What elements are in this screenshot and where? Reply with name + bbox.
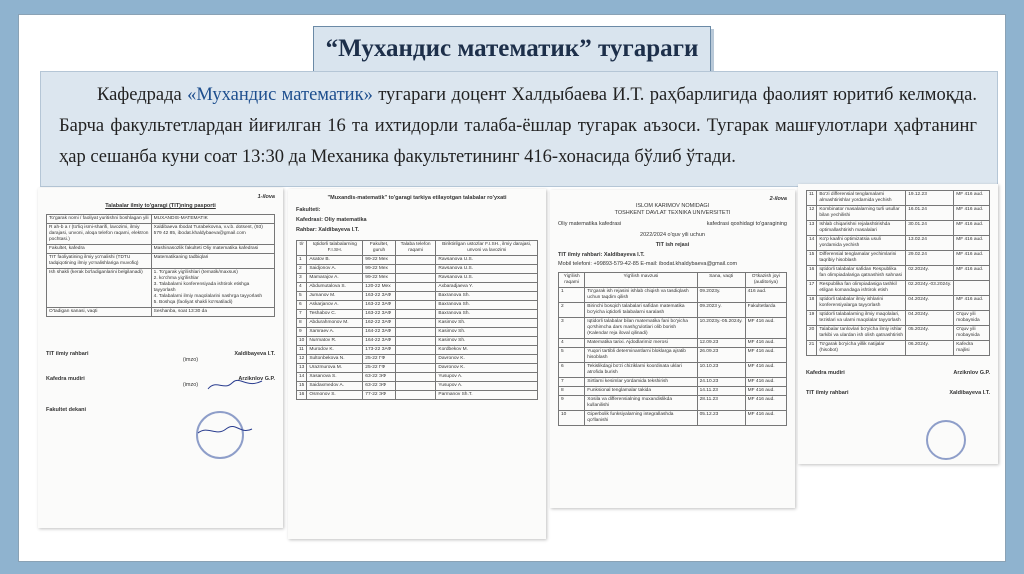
doc2-cell: Saidjonov A. <box>307 265 363 274</box>
doc3-cell: 09.2023 y. <box>697 303 745 318</box>
paragraph-pre: Кафедрада <box>97 85 188 105</box>
doc2-cell: 162-22 ЗАФ <box>363 319 396 328</box>
doc2-row <box>297 364 538 373</box>
doc3-header-1: ISLOM KARIMOV NOMIDAGI <box>635 203 710 209</box>
doc2-header-0: t/r <box>297 241 307 256</box>
doc4-cell: 11 <box>807 191 817 206</box>
doc2-row <box>297 373 538 382</box>
doc2-cell: Kasimov Sh. <box>436 337 538 346</box>
doc3-header-3: O'tkazish joyi (auditoriya) <box>745 273 786 288</box>
doc2-row <box>297 337 538 346</box>
doc2-cell: 6 <box>297 301 307 310</box>
doc4-row <box>807 281 990 296</box>
doc2-cell: 164-22 ЗАФ <box>363 337 396 346</box>
doc3-cell: 416 aud. <box>745 288 786 303</box>
doc2-cell: Jumanov M. <box>307 292 363 301</box>
doc3-cell: MF 416 aud. <box>745 396 786 411</box>
doc3-cell: 10.2023y.-05.2024y. <box>697 318 745 339</box>
doc4-sig2-name: Xaldibayeva I.T. <box>949 390 990 396</box>
doc3-cell: 14.11.23 <box>697 387 745 396</box>
doc2-cell: 120-22 Mex <box>363 283 396 292</box>
doc3-table <box>558 272 787 426</box>
doc3-cell: Tekislikdagi bo'zi chiziklarni koordinata uklari atrofida burish <box>585 363 697 378</box>
doc2-cell: 25-22 ГФ <box>363 355 396 364</box>
doc4-cell: MF 416 aud. <box>954 251 990 266</box>
doc2-cell: 99-22 Mex <box>363 274 396 283</box>
doc3-cell: 7 <box>559 378 585 387</box>
doc2-cell: 164-22 ЗАФ <box>363 328 396 337</box>
doc4-cell: MF 416 aud. <box>954 296 990 311</box>
doc4-cell: Iqtidorli talabalar ilmiy ishlarini konferensiyalarga tayyorlash <box>817 296 906 311</box>
doc2-cell: Abdumutalova S. <box>307 283 363 292</box>
doc2-row <box>297 292 538 301</box>
doc2-row <box>297 346 538 355</box>
doc4-cell: 13 <box>807 221 817 236</box>
doc2-cell <box>395 319 436 328</box>
doc2-row <box>297 265 538 274</box>
doc3-row <box>559 303 787 318</box>
doc2-cell: 11 <box>297 346 307 355</box>
doc3-contact: Mobil telefoni: +99893-579-42-85 E-mail: ibodat.khaldybaeva@gmail.com <box>558 261 738 267</box>
doc1-sig3 <box>46 407 275 413</box>
doc2-cell <box>395 328 436 337</box>
doc3-cell: Matematika tarixi. Ajdodlarimiz merosi <box>585 339 697 348</box>
doc2-row <box>297 310 538 319</box>
doc3-sub-left: Oliy matematika kafedrasi <box>558 221 622 227</box>
doc1-signature-2 <box>196 423 256 439</box>
doc2-cell: Baxranova Sh. <box>436 292 538 301</box>
doc2-cell: Osmonov S. <box>307 391 363 400</box>
doc4-cell: MF 416 aud. <box>954 236 990 251</box>
doc2-row <box>297 319 538 328</box>
doc2-cell: Axbaradjaeva Y. <box>436 283 538 292</box>
doc4-cell: 02.2024y.-03.2024y. <box>906 281 954 296</box>
doc3-cell: 28.11.23 <box>697 396 745 411</box>
doc3-cell: 26.09.23 <box>697 348 745 363</box>
doc2-cell: 63-22 ЭФ <box>363 373 396 382</box>
doc4-cell: Differensial tenglamalar yechimlarini taqribiy hisoblash <box>817 251 906 266</box>
doc1-cell: O'tadigan sanasi, vaqti <box>47 308 152 317</box>
doc2-cell: 63-22 ЭФ <box>363 382 396 391</box>
doc4-cell: 02.2024y. <box>906 266 954 281</box>
doc2-dept: Kafedrasi: Oliy matematika <box>296 217 367 223</box>
doc2-cell: Nurmatov R. <box>307 337 363 346</box>
doc2-cell: 173-22 ЗАФ <box>363 346 396 355</box>
doc3-row <box>559 318 787 339</box>
doc4-row <box>807 311 990 326</box>
doc1-sig3-label: Fakultet dekani <box>46 407 87 413</box>
doc2-cell: 163-22 ЗАФ <box>363 292 396 301</box>
doc2-cell <box>395 301 436 310</box>
doc4-cell: Bo'zi differensial tenglamalarni almashtirishlar yordamida yechish <box>817 191 906 206</box>
doc2-cell <box>395 337 436 346</box>
doc2-cell: Xamraev A. <box>307 328 363 337</box>
doc2-header-2: Fakultet, guruh <box>363 241 396 256</box>
doc3-row <box>559 378 787 387</box>
doc3-cell: MF 416 aud. <box>745 378 786 387</box>
doc3-row <box>559 348 787 363</box>
doc2-cell: 9 <box>297 328 307 337</box>
doc2-cell: Abdurahmonov M. <box>307 319 363 328</box>
doc4-row <box>807 191 990 206</box>
doc2-cell: Davronov K. <box>436 355 538 364</box>
doc2-cell <box>395 382 436 391</box>
doc3-cell: 09.2023y. <box>697 288 745 303</box>
doc1-cell: Ish shakli (kerak bo'ladiganlarini belgilanadi) <box>47 269 152 308</box>
doc3-cell: 05.12.23 <box>697 411 745 426</box>
doc2-cell: Kasimov Sh. <box>436 319 538 328</box>
doc3-cell: MF 416 aud. <box>745 339 786 348</box>
doc3-corner: 2-ilova <box>769 196 787 202</box>
doc4-table <box>806 190 990 356</box>
doc2-cell <box>395 283 436 292</box>
doc4-cell: O'quv yili mobaynida <box>954 311 990 326</box>
doc1-sig1-name: Xaldibayeva I.T. <box>234 351 275 357</box>
doc4-sig1-label: Kafedra mudiri <box>806 370 845 376</box>
doc4-cell: 29.02.24 <box>906 251 954 266</box>
doc2-cell: 2 <box>297 265 307 274</box>
doc2-row <box>297 391 538 400</box>
doc4-cell: To'garak bo'yicha yillik natijalar (hisobot) <box>817 341 906 356</box>
doc2-header-3: Talaba telefon raqami <box>395 241 436 256</box>
doc4-cell: Iqtidorli talabalarning ilmiy maqolalari, tezislari va ularni maqolalar tayyorlash <box>817 311 906 326</box>
doc2-cell: Kordbekov M. <box>436 346 538 355</box>
doc2-cell: Saidaxmedov A. <box>307 382 363 391</box>
doc2-cell <box>395 373 436 382</box>
doc3-cell: 5 <box>559 348 585 363</box>
doc4-cell: 18 <box>807 296 817 311</box>
description-paragraph <box>59 80 977 173</box>
doc1-cell: Matematikaning tadbiqlari <box>151 254 274 269</box>
doc3-cell: To'garak ish rejasini ishlab chiqish va tasdiqlash uchun taqdim qilish <box>585 288 697 303</box>
doc1-cell: Fakultet, kafedra <box>47 245 152 254</box>
doc2-table <box>296 240 538 400</box>
document-students-list <box>288 189 546 539</box>
doc4-cell: Kombinator masalalarning turli usullar bilan yechilishi <box>817 206 906 221</box>
doc4-cell: 05.2024y. <box>906 326 954 341</box>
doc2-cell: Davronov K. <box>436 364 538 373</box>
doc2-cell: 15 <box>297 382 307 391</box>
doc2-cell: 5 <box>297 292 307 301</box>
doc3-cell: 24.10.23 <box>697 378 745 387</box>
doc4-row <box>807 236 990 251</box>
doc4-row <box>807 326 990 341</box>
doc2-cell: 7 <box>297 310 307 319</box>
doc4-cell: 12 <box>807 206 817 221</box>
doc3-row <box>559 387 787 396</box>
club-name-highlight: «Мухандис математик» <box>187 85 373 105</box>
doc3-cell: 8 <box>559 387 585 396</box>
doc1-cell: TIT faoliyatining ilmiy yo'nalishi (TDTU tadqiqotining ilmiy yo'nalishlariga muvofiq) <box>47 254 152 269</box>
title-box <box>313 26 711 72</box>
doc3-cell: Yuqori tartibli determinantlarni bloklarga ajratib hisoblash <box>585 348 697 363</box>
doc3-plan-title: TIT ish rejasi <box>655 242 690 248</box>
doc2-header-1: Iqtidorli talabalarning F.I.SH. <box>307 241 363 256</box>
doc2-cell: Yusupov A. <box>436 382 538 391</box>
doc3-header-0: Yig'ilish raqami <box>559 273 585 288</box>
doc2-cell: Murodov K. <box>307 346 363 355</box>
doc3-subheader <box>558 221 787 228</box>
doc3-row <box>559 396 787 411</box>
doc2-cell: Mamarajov A. <box>307 274 363 283</box>
doc4-row <box>807 251 990 266</box>
document-work-plan <box>550 190 795 508</box>
doc4-cell: MF 416 aud. <box>954 266 990 281</box>
doc2-cell: 16 <box>297 391 307 400</box>
doc4-row <box>807 296 990 311</box>
doc4-cell: MF 416 aud. <box>954 221 990 236</box>
doc2-cell <box>395 391 436 400</box>
doc2-faculty: Fakulteti: <box>296 207 321 213</box>
doc3-header-2: Sana, vaqti <box>697 273 745 288</box>
doc4-cell: 16.01.24 <box>906 206 954 221</box>
doc4-cell: 14 <box>807 236 817 251</box>
doc2-cell <box>395 274 436 283</box>
doc1-cell: 1. To'garak yig'ilishlari (tematik/maxsus) 2. ko'chma yig'ilishlar 3. Talabalarni konferensiyada ishtirok etishga tayyorlash 4. Talabalarni ilmiy maqolalarini nashrga tayyorlash 5. Boshqa (faoliyat shakli ko'rsatiladi) <box>151 269 274 308</box>
doc4-sig2 <box>806 390 990 396</box>
doc2-cell: 4 <box>297 283 307 292</box>
doc3-leader: TIT ilmiy rahbari: Xaldibayeva I.T. <box>558 252 645 258</box>
doc3-row <box>559 411 787 426</box>
doc3-cell: Sirtlarni kesimlar yordamida tekshirish <box>585 378 697 387</box>
doc3-header-2: TOSHKENT DAVLAT TEXNIKA UNIVERSITETI <box>614 210 731 216</box>
doc2-cell <box>395 292 436 301</box>
doc3-row <box>559 288 787 303</box>
doc2-cell: 99-22 Mex <box>363 256 396 265</box>
doc3-cell: 10 <box>559 411 585 426</box>
doc3-cell: MF 416 aud. <box>745 387 786 396</box>
doc4-cell: 13.02.24 <box>906 236 954 251</box>
doc2-cell: 10 <box>297 337 307 346</box>
doc1-sig1-label: TIT ilmiy rahbari <box>46 351 89 357</box>
doc2-cell: Teshabov C. <box>307 310 363 319</box>
doc2-row <box>297 328 538 337</box>
doc4-cell: 20 <box>807 326 817 341</box>
doc3-cell: 3 <box>559 318 585 339</box>
doc2-row <box>297 274 538 283</box>
doc2-cell: 8 <box>297 319 307 328</box>
doc2-leader: Rahbar: Xaldibayeva I.T. <box>296 227 359 233</box>
paragraph-post: тугараги доцент Халдыбаева И.Т. раҳбарлигида фаолият юритиб келмоқда. Барча факультетлардан йиғилган 16 та ихтидорли талаба-ёшлар тугарак аъзоси. Тугарак машғулотлари ҳафтанинг ҳар сешанба куни соат 13:30 да Механика факультетининг 416-хонасида бўлиб ўтади. <box>59 85 977 167</box>
doc2-cell: Sultonbekova N. <box>307 355 363 364</box>
doc2-cell <box>395 310 436 319</box>
doc4-cell: 19 <box>807 311 817 326</box>
doc4-cell: 17 <box>807 281 817 296</box>
doc1-cell: Xaldibaeva Ibodat Turabekovna, v.v.b. dotsent, (93) 579 42 85, ibodat.khaldybaeva@gmail.com <box>151 224 274 245</box>
doc2-cell: 12 <box>297 355 307 364</box>
doc3-cell: 12.09.23 <box>697 339 745 348</box>
doc1-sig1-note: (imzo) <box>182 357 199 363</box>
doc2-cell: Xasanova S. <box>307 373 363 382</box>
doc4-sig1 <box>806 370 990 376</box>
doc1-row <box>47 215 275 224</box>
doc4-sig2-label: TIT ilmiy rahbari <box>806 390 849 396</box>
doc1-cell: Seshanba, soat 13:30 da <box>151 308 274 317</box>
doc2-cell: Baxranova Sh. <box>436 301 538 310</box>
doc4-cell: Ishlab chiqarishni rejalashtirishda optimallashtirish masalalari <box>817 221 906 236</box>
doc4-cell: 19.12.23 <box>906 191 954 206</box>
doc2-cell: 13 <box>297 364 307 373</box>
doc2-cell <box>395 346 436 355</box>
doc1-row <box>47 245 275 254</box>
doc4-sig1-name: Arziknlov G.P. <box>953 370 990 376</box>
doc3-cell: 4 <box>559 339 585 348</box>
doc1-signature-1 <box>206 377 266 393</box>
doc1-corner: 1-ilova <box>257 194 275 200</box>
doc2-cell: 163-22 ЗАФ <box>363 301 396 310</box>
doc3-cell: Fakultetlarda <box>745 303 786 318</box>
doc2-cell <box>395 355 436 364</box>
doc2-cell: Ravsanova U.S. <box>436 274 538 283</box>
doc2-cell: Parmanov Sh.T. <box>436 391 538 400</box>
doc2-cell: Baxranova Sh. <box>436 310 538 319</box>
doc3-cell: MF 416 aud. <box>745 318 786 339</box>
doc3-row <box>559 363 787 378</box>
doc4-cell: Talabalar tanlovlari bo'yicha ilmiy ishlar tarkibi va ulardan ish olish qatnashtirish <box>817 326 906 341</box>
doc3-cell: Xosila va differensialning muxandislikda kullanilishi <box>585 396 697 411</box>
doc1-row <box>47 308 275 317</box>
doc1-cell: To'garak nomi / faoliyat yuritishni boshlagan yili <box>47 215 152 224</box>
doc3-cell: Birinchi bosqich talabalari safidan matematika bo'yicha iqtidorli talabalarni saralash <box>585 303 697 318</box>
doc3-cell: 6 <box>559 363 585 378</box>
doc2-row <box>297 382 538 391</box>
slide <box>18 14 1006 562</box>
doc3-sub-right: kafedrasi qoshidagi to'garagining <box>706 221 787 227</box>
doc4-cell: MF 416 aud. <box>954 206 990 221</box>
document-work-plan-continued <box>798 184 998 464</box>
doc2-row <box>297 283 538 292</box>
doc3-cell: MF 416 aud. <box>745 348 786 363</box>
doc4-stamp <box>926 420 966 460</box>
doc2-cell: 1 <box>297 256 307 265</box>
doc4-row <box>807 341 990 356</box>
doc2-cell <box>395 256 436 265</box>
doc4-cell: 15 <box>807 251 817 266</box>
doc4-cell: Respublika fan olimpiadasiga tashkil etilgan komandaga ishtirok etish <box>817 281 906 296</box>
doc3-cell: Iqtidorli talabalar bilan matematika fani bo'yicha qo'shimcha dars mashg'ulotlari olib borish (Kalendar reja iloval qilinadi) <box>585 318 697 339</box>
doc3-row <box>559 339 787 348</box>
doc2-cell <box>395 265 436 274</box>
doc3-cell: MF 416 aud. <box>745 411 786 426</box>
doc2-cell: Asatov B. <box>307 256 363 265</box>
doc4-row <box>807 266 990 281</box>
doc4-cell: 16 <box>807 266 817 281</box>
doc4-row <box>807 206 990 221</box>
doc2-cell: 3 <box>297 274 307 283</box>
doc1-row <box>47 254 275 269</box>
doc2-cell: Ravsanova U.S. <box>436 256 538 265</box>
doc4-cell: 21 <box>807 341 817 356</box>
doc1-table <box>46 214 275 317</box>
doc2-row <box>297 256 538 265</box>
doc1-cell: Mashinasozlik fakulteti Oliy matematika kafedrasi <box>151 245 274 254</box>
doc4-cell: 04.2024y. <box>906 296 954 311</box>
doc2-cell: 99-22 Mex <box>363 265 396 274</box>
doc1-sig2-note: (imzo) <box>182 382 199 388</box>
doc3-cell: Funksional tenglamalar takida <box>585 387 697 396</box>
doc4-cell: Kafedra majlisi <box>954 341 990 356</box>
doc2-cell: Urazmurova M. <box>307 364 363 373</box>
doc2-cell: 25-22 ГФ <box>363 364 396 373</box>
doc2-header-4: Biriktirilgan ustozlar F.I.SH., ilmiy darajasi, unvoni va lavozimi <box>436 241 538 256</box>
doc2-cell: Askarjanov A. <box>307 301 363 310</box>
doc1-sig2-name: Arziknlov G.P. <box>238 376 275 382</box>
doc1-cell: R ah-b a r (to'liq ismi-sharifi, lavozimi, ilmiy darajasi, unvoni, aloqa telefon raqami, elektron pochtasi.) <box>47 224 152 245</box>
doc3-cell: 1 <box>559 288 585 303</box>
doc2-cell: 163-22 ЗАФ <box>363 310 396 319</box>
slide-title: “Мухандис математик” тугараги <box>325 35 699 62</box>
doc4-cell <box>954 281 990 296</box>
doc1-row <box>47 269 275 308</box>
doc1-row <box>47 224 275 245</box>
doc3-year: 2022/2024 o'quv yili uchun <box>640 232 705 238</box>
doc3-cell: Giperbolik funksiyalarning integrallashda qo'llanishi <box>585 411 697 426</box>
doc4-cell: O'quv yili mobaynida <box>954 326 990 341</box>
doc3-header-1: Yig'ilish mavzusi <box>585 273 697 288</box>
doc4-row <box>807 221 990 236</box>
doc4-cell: 06.2024y. <box>906 341 954 356</box>
description-box <box>40 71 998 187</box>
doc2-cell: Ravsanova U.S. <box>436 265 538 274</box>
doc3-cell: 10.10.23 <box>697 363 745 378</box>
doc4-cell: Iqtidorli talabalar safidan Respublika fan olimpiadalariga qatnashish sahnasi <box>817 266 906 281</box>
doc4-cell: Ko'p kaafni optimizatsia usuli yordamida yechish <box>817 236 906 251</box>
doc3-cell: 2 <box>559 303 585 318</box>
doc1-sig2-label: Kafedra mudiri <box>46 376 85 382</box>
doc2-cell <box>395 364 436 373</box>
doc2-cell: 14 <box>297 373 307 382</box>
doc2-cell: Yusupov A. <box>436 373 538 382</box>
doc3-cell: MF 416 aud. <box>745 363 786 378</box>
doc4-cell: MF 416 aud. <box>954 191 990 206</box>
doc2-cell: 77-22 ЭФ <box>363 391 396 400</box>
doc4-cell: 04.2024y. <box>906 311 954 326</box>
doc2-title: "Muxandis-matematik" to'garagi tarkiya etilayotgan talabalar ro'yxati <box>327 195 507 201</box>
doc1-title: Talabalar ilmiy to'garagi (TIT)ning pasporti <box>105 203 216 209</box>
doc2-cell: Kasimov Sh. <box>436 328 538 337</box>
doc3-cell: 9 <box>559 396 585 411</box>
doc2-row <box>297 301 538 310</box>
document-passport <box>38 188 283 528</box>
doc2-row <box>297 355 538 364</box>
doc4-cell: 30.01.24 <box>906 221 954 236</box>
doc1-cell: MUXANDIS-MATEMATIK <box>151 215 274 224</box>
